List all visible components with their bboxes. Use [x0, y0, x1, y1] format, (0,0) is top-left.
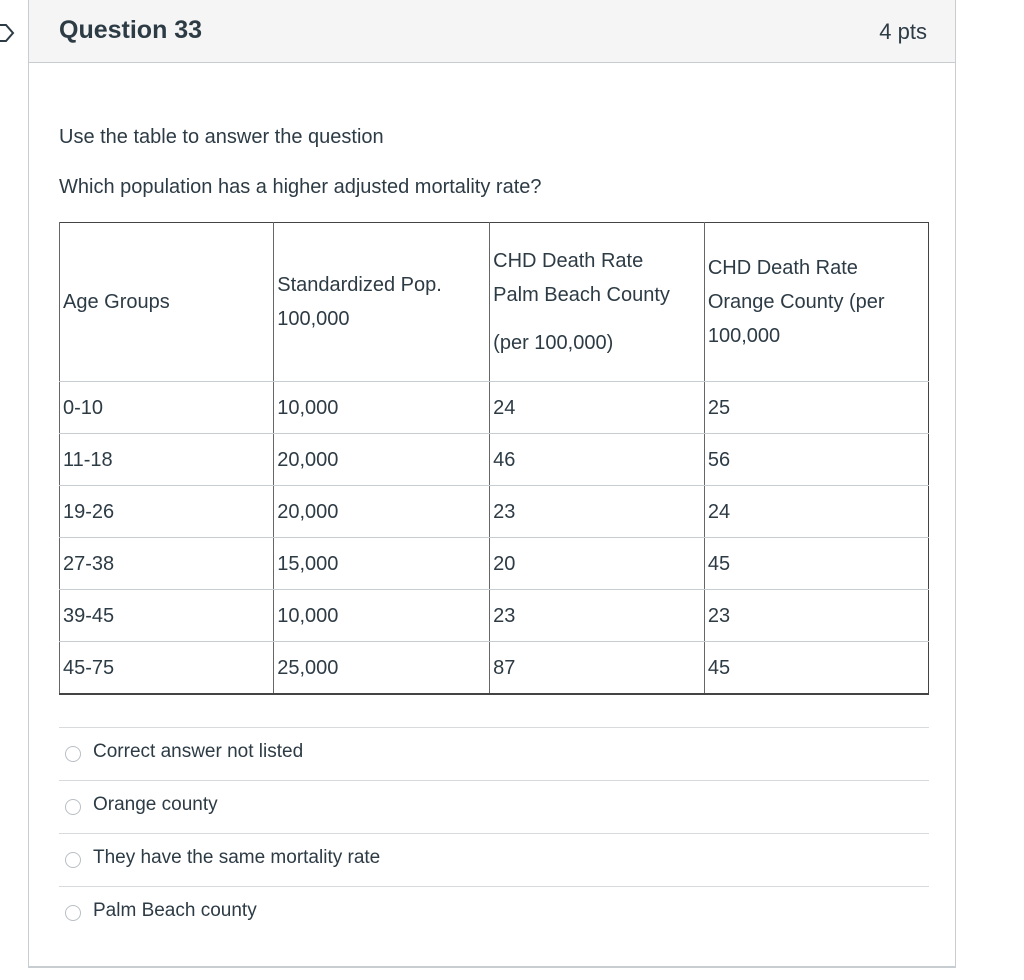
header-standardized-pop: Standardized Pop. 100,000 [274, 223, 490, 382]
cell-pop: 25,000 [274, 642, 490, 695]
cell-age: 27-38 [60, 538, 274, 590]
cell-palm-beach: 23 [490, 486, 705, 538]
cell-orange: 24 [704, 486, 928, 538]
question-header [29, 0, 955, 63]
cell-age: 45-75 [60, 642, 274, 695]
header-orange-county-rate: CHD Death Rate Orange County (per 100,000 [704, 223, 928, 382]
table-row [60, 486, 929, 538]
cell-palm-beach: 24 [490, 382, 705, 434]
answer-label[interactable]: Correct answer not listed [93, 741, 304, 762]
question-card [28, 0, 956, 968]
cell-pop: 20,000 [274, 434, 490, 486]
cell-age: 19-26 [60, 486, 274, 538]
answer-label[interactable]: Palm Beach county [93, 900, 257, 921]
cell-age: 39-45 [60, 590, 274, 642]
radio-button[interactable] [65, 746, 81, 762]
cell-palm-beach: 20 [490, 538, 705, 590]
cell-orange: 56 [704, 434, 928, 486]
cell-palm-beach: 23 [490, 590, 705, 642]
cell-orange: 45 [704, 642, 928, 695]
cell-orange: 23 [704, 590, 928, 642]
mortality-table [59, 222, 929, 695]
table-row [60, 538, 929, 590]
answer-option[interactable] [59, 833, 929, 886]
cell-palm-beach: 46 [490, 434, 705, 486]
table-row [60, 590, 929, 642]
question-prompt-text: Which population has a higher adjusted mortality rate? [59, 176, 542, 198]
cell-pop: 20,000 [274, 486, 490, 538]
table-row [60, 382, 929, 434]
radio-button[interactable] [65, 799, 81, 815]
table-row [60, 642, 929, 695]
question-title: Question 33 [59, 16, 203, 44]
radio-button[interactable] [65, 905, 81, 921]
answer-option[interactable] [59, 727, 929, 780]
question-points: 4 pts [879, 19, 927, 44]
cell-orange: 45 [704, 538, 928, 590]
cell-pop: 10,000 [274, 590, 490, 642]
question-prompt-intro: Use the table to answer the question [59, 126, 384, 148]
header-age-groups: Age Groups [60, 223, 274, 382]
cell-age: 11-18 [60, 434, 274, 486]
cell-orange: 25 [704, 382, 928, 434]
answer-label[interactable]: They have the same mortality rate [93, 847, 381, 868]
question-flag-icon[interactable] [0, 22, 16, 44]
cell-age: 0-10 [60, 382, 274, 434]
header-palm-beach-rate: CHD Death Rate Palm Beach County (per 100,000) [490, 223, 705, 382]
table-row [60, 434, 929, 486]
radio-button[interactable] [65, 852, 81, 868]
answer-option[interactable] [59, 886, 929, 939]
table-header-row [60, 223, 929, 382]
cell-pop: 15,000 [274, 538, 490, 590]
cell-pop: 10,000 [274, 382, 490, 434]
answer-option[interactable] [59, 780, 929, 833]
answer-list [59, 727, 929, 939]
answer-label[interactable]: Orange county [93, 794, 218, 815]
cell-palm-beach: 87 [490, 642, 705, 695]
